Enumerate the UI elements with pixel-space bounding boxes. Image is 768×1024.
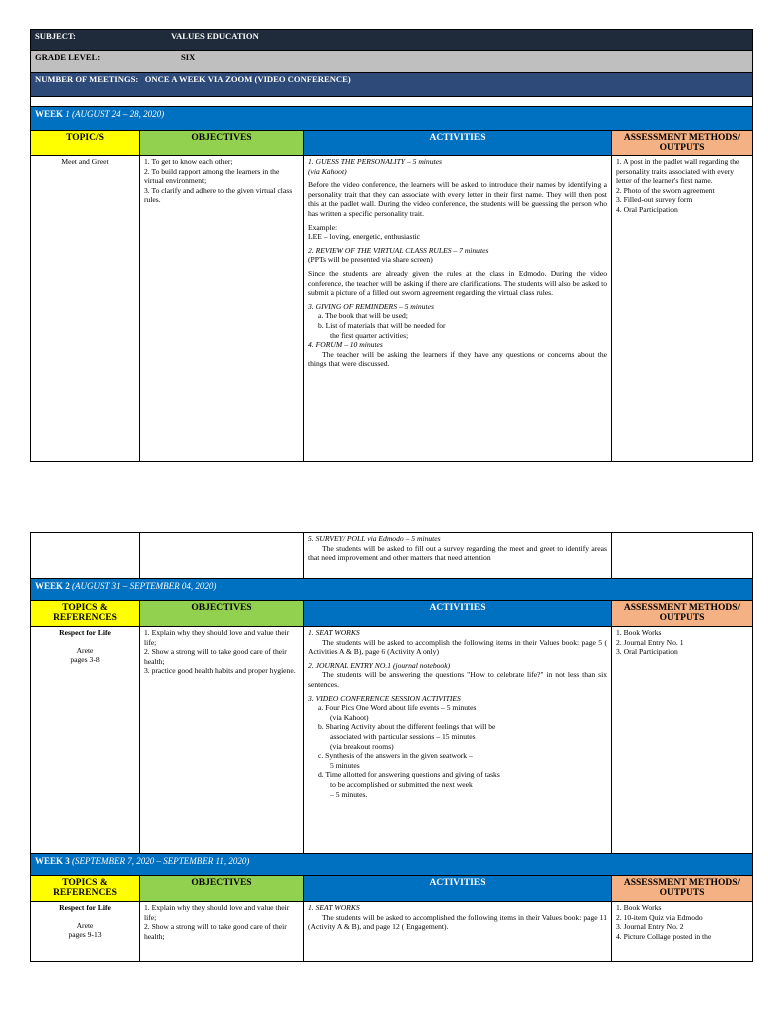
session-item: – 5 minutes. <box>330 789 368 799</box>
week3-label: WEEK 3 <box>35 856 70 866</box>
col-activities: ACTIVITIES <box>304 131 612 156</box>
empty-cell <box>140 533 304 579</box>
week2-dates: (AUGUST 31 – SEPTEMBER 04, 2020) <box>72 581 217 591</box>
topic-title: Respect for Life <box>59 628 111 637</box>
week2-objectives <box>140 627 304 854</box>
subject-row <box>31 30 753 51</box>
col-activities: ACTIVITIES <box>304 601 612 627</box>
col-assessment: ASSESSMENT METHODS/ OUTPUTS <box>612 131 753 156</box>
week3-objectives <box>140 902 304 962</box>
week1-label: WEEK <box>35 109 64 119</box>
subject-value: VALUES EDUCATION <box>171 31 259 41</box>
assessment-item: 2. Photo of the sworn agreement <box>616 185 715 195</box>
reference-pages: pages 3-8 <box>70 655 100 665</box>
objective-item: 3. To clarify and adhere to the given virtual class rules. <box>144 185 293 205</box>
assessment-item: 4. Picture Collage posted in the <box>616 931 712 941</box>
col-objectives: OBJECTIVES <box>140 131 304 156</box>
assessment-item: 2. Journal Entry No. 1 <box>616 637 684 647</box>
example-text: LEE – loving, energetic, enthusiastic <box>308 232 421 242</box>
activity-title: 5. SURVEY/ POLL via Edmodo – 5 minutes <box>308 534 441 543</box>
grade-value: SIX <box>181 52 196 62</box>
week3-dates: (SEPTEMBER 7, 2020 – SEPTEMBER 11, 2020) <box>72 856 250 866</box>
meetings-label: NUMBER OF MEETINGS: <box>35 74 139 84</box>
empty-cell <box>612 533 753 579</box>
assessment-item: 3. Oral Participation <box>616 647 678 657</box>
objective-item: 1. Explain why they should love and value their life; <box>144 628 290 647</box>
example-label: Example: <box>308 222 338 232</box>
week2-topic <box>31 627 140 854</box>
activity-title: 4. FORUM – 10 minutes <box>308 340 383 350</box>
topic-title: Respect for Life <box>59 903 111 912</box>
objective-item: 1. Explain why they should love and value their life; <box>144 903 290 922</box>
activity-body: The teacher will be asking the learners if they have any questions or concerns about the things that were discussed. <box>308 349 607 369</box>
col-objectives: OBJECTIVES <box>140 876 304 902</box>
week1-activities <box>304 156 612 462</box>
activity-body: Since the students are already given the rules at the class in Edmodo. During the video conference, the teacher will be asking if there are clarifications. The students will also be asked to submit a picture of a filled out sworn agreement regarding the virtual class rules. <box>308 268 607 298</box>
reminder-item: a. The book that will be used; <box>318 311 408 321</box>
col-assessment: ASSESSMENT METHODS/ OUTPUTS <box>612 601 753 627</box>
grade-row <box>31 51 753 73</box>
col-objectives: OBJECTIVES <box>140 601 304 627</box>
activity-title: 3. VIDEO CONFERENCE SESSION ACTIVITIES <box>308 693 461 703</box>
week3-topic <box>31 902 140 962</box>
col-topic: TOPICS & REFERENCES <box>31 601 140 627</box>
col-assessment: ASSESSMENT METHODS/ OUTPUTS <box>612 876 753 902</box>
week1-assessment <box>612 156 753 462</box>
week1-objectives <box>140 156 304 462</box>
week1-heading <box>31 107 753 131</box>
col-topic: TOPIC/S <box>31 131 140 156</box>
assessment-item: 3. Journal Entry No. 2 <box>616 922 684 932</box>
session-item: associated with particular sessions – 15 minutes <box>330 731 476 741</box>
session-item: a. Four Pics One Word about life events – 5 minutes <box>318 703 477 713</box>
week2-assessment <box>612 627 753 854</box>
meetings-row <box>31 73 753 97</box>
objective-item: 2. Show a strong will to take good care of their health; <box>144 922 287 941</box>
activity-body: The students will be asked to accomplished the following items in their Values book: page 11 (Activity A & B), and page 12 ( Engagement). <box>308 912 607 932</box>
week2-heading <box>31 579 753 601</box>
assessment-item: 4. Oral Participation <box>616 204 678 214</box>
week1-dates: 1 (AUGUST 24 – 28, 2020) <box>65 109 165 119</box>
week3-activities <box>304 902 612 962</box>
activity-sub: (via Kahoot) <box>308 166 347 176</box>
lesson-plan-table-1 <box>30 29 753 462</box>
activity-title: 3. GIVING OF REMINDERS – 5 minutes <box>308 301 434 311</box>
objective-item: 1. To get to know each other; <box>144 157 233 166</box>
session-item: (via breakout rooms) <box>330 741 394 751</box>
assessment-item: 1. A post in the padlet wall regarding the personality traits associated with every letter of the learner's first name. <box>616 157 740 186</box>
activity-body: Before the video conference, the learners will be asked to introduce their names by identifying a personality trait that they can associate with every letter in their first name. They will then post this at the padlet wall. During the video conference, the students will be guessing the person who has written a specific personality trait. <box>308 180 607 218</box>
col-topic: TOPICS & REFERENCES <box>31 876 140 902</box>
reference: Arete <box>76 920 94 930</box>
activity-body: The students will be answering the questions "How to celebrate life?" in not less than six sentences. <box>308 670 607 689</box>
week1-topic: Meet and Greet <box>31 156 140 462</box>
subject-label: SUBJECT: <box>35 31 76 41</box>
activity-title: 2. JOURNAL ENTRY NO.1 (journal notebook) <box>308 660 451 670</box>
activity-body: The students will be asked to accomplish the following items in their Values book: page 5 ( Activities A & B), page 6 (Activity A only) <box>308 637 607 657</box>
reminder-item: b. List of materials that will be needed for <box>318 320 446 330</box>
assessment-item: 1. Book Works <box>616 628 662 637</box>
objective-item: 2. To build rapport among the learners in the virtual environment; <box>144 166 280 186</box>
activity-title: 1. SEAT WORKS <box>308 628 360 637</box>
reference: Arete <box>76 645 94 655</box>
session-item: c. Synthesis of the answers in the given seatwork – <box>318 751 473 761</box>
activity-title: 1. SEAT WORKS <box>308 903 360 912</box>
lesson-plan-table-2 <box>30 532 753 962</box>
week2-activities <box>304 627 612 854</box>
grade-label: GRADE LEVEL: <box>35 52 101 62</box>
activity-sub: (PPTs will be presented via share screen) <box>308 255 433 265</box>
reminder-item: the first quarter activities; <box>330 330 409 340</box>
session-item: 5 minutes <box>330 760 360 770</box>
meetings-value: ONCE A WEEK VIA ZOOM (VIDEO CONFERENCE) <box>144 74 351 84</box>
assessment-item: 3. Filled-out survey form <box>616 195 693 205</box>
week2-label: WEEK 2 <box>35 581 70 591</box>
assessment-item: 2. 10-item Quiz via Edmodo <box>616 912 703 922</box>
session-item: to be accomplished or submitted the next week <box>330 779 473 789</box>
assessment-item: 1. Book Works <box>616 903 662 912</box>
session-item: d. Time allotted for answering questions and giving of tasks <box>318 770 500 780</box>
empty-cell <box>31 533 140 579</box>
activity-title: 2. REVIEW OF THE VIRTUAL CLASS RULES – 7 minutes <box>308 245 489 255</box>
week3-heading <box>31 854 753 876</box>
objective-item: 2. Show a strong will to take good care of their health; <box>144 647 287 666</box>
session-item: (via Kahoot) <box>330 712 369 722</box>
objective-item: 3. practice good health habits and proper hygiene. <box>144 666 296 676</box>
spacer-row <box>31 97 753 107</box>
week3-assessment <box>612 902 753 962</box>
reference-pages: pages 9-13 <box>68 930 102 940</box>
activity-body: The students will be asked to fill out a survey regarding the meet and greet to identify areas that need improvement and other matters that need attention <box>308 543 607 563</box>
session-item: b. Sharing Activity about the different feelings that will be <box>318 722 496 732</box>
week1-activities-cont <box>304 533 612 579</box>
activity-title: 1. GUESS THE PERSONALITY – 5 minutes <box>308 157 442 166</box>
col-activities: ACTIVITIES <box>304 876 612 902</box>
